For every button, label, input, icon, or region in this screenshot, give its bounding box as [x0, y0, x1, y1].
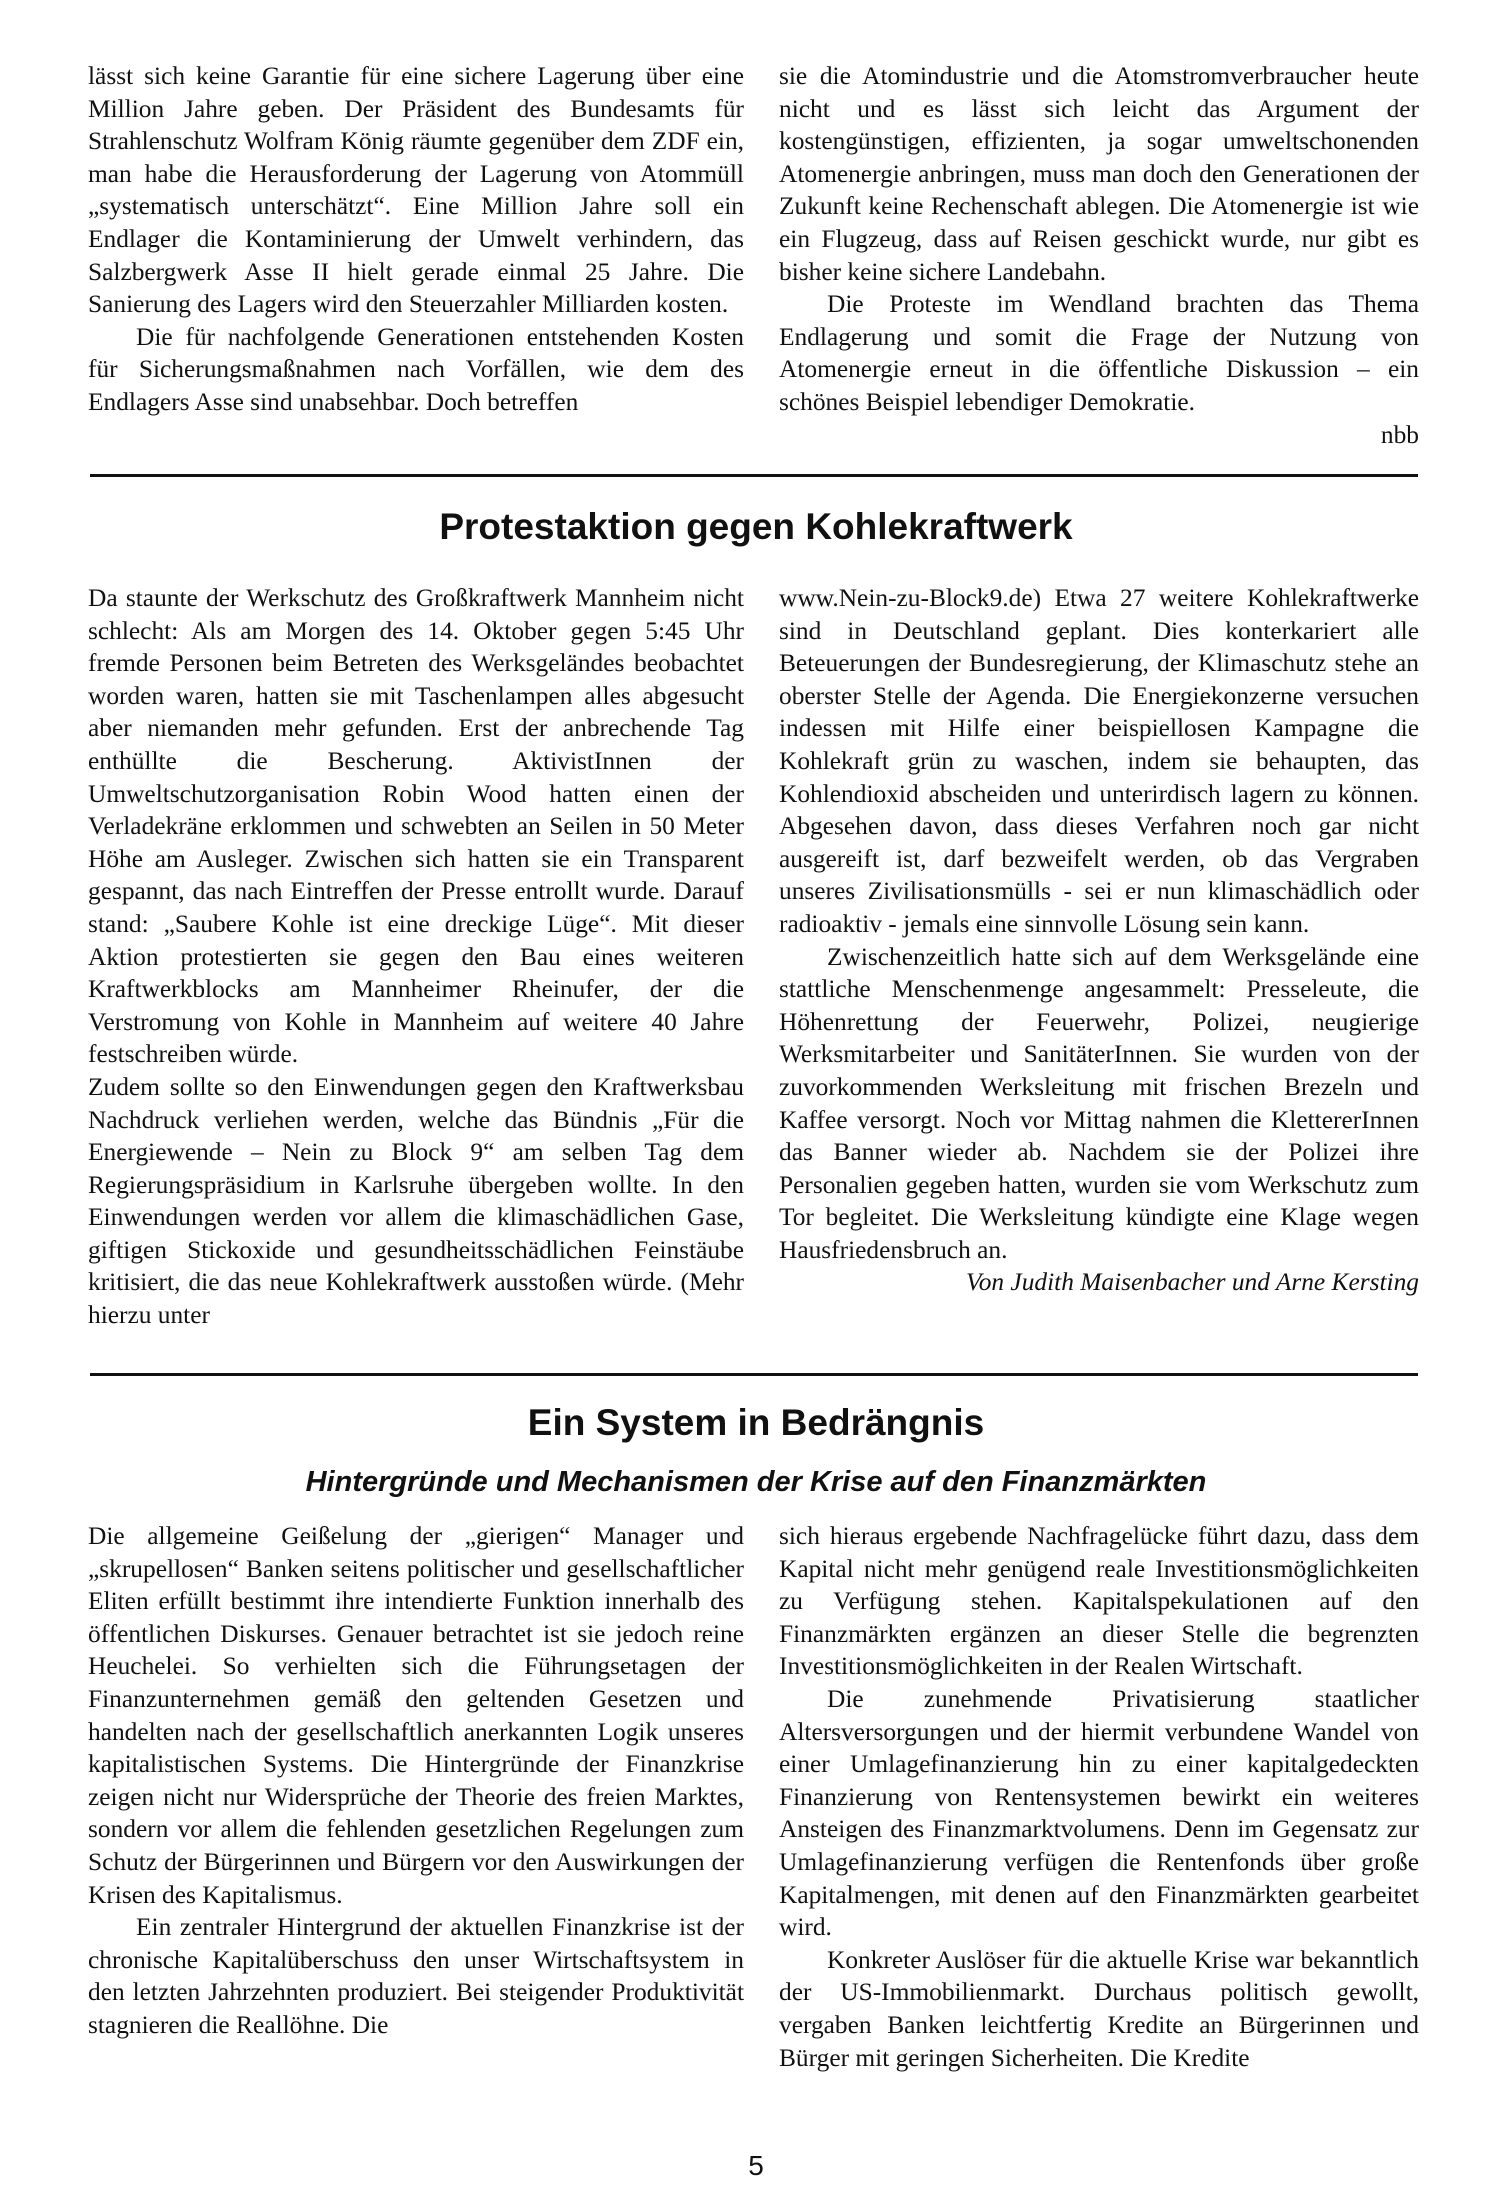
- article1-signature: nbb: [1380, 420, 1419, 449]
- article2-author: Von Judith Maisenbacher und Arne Kersting: [966, 1268, 1419, 1297]
- article3-left-column: [88, 1520, 744, 2042]
- article1-left-paragraph-1: lässt sich keine Garantie für eine sichere Lagerung über eine Million Jahre geben. Der Präsident des Bundesamts für Strahlenschutz Wolfram König räumte gegenüber dem ZDF ein, man habe die Herausforderung der Lagerung von Atommüll „systematisch unterschätzt“. Eine Million Jahre soll ein Endlager die Kontaminierung der Umwelt verhindern, das Salzbergwerk Asse II hielt gerade einmal 25 Jahre. Die Sanierung des Lagers wird den Steuerzahler Milliarden kosten.: [88, 62, 744, 319]
- article2-right-column: [779, 582, 1419, 1299]
- article1-left-paragraph-2: Die für nachfolgende Generationen entstehenden Kosten für Sicherungsmaßnahmen nach Vorfällen, wie dem des Endlagers Asse sind unabsehbar. Doch betreffen: [88, 322, 744, 416]
- article1-right-column: [779, 60, 1419, 451]
- section-divider-2: [90, 1373, 1418, 1376]
- article2-left-paragraph-1: Da staunte der Werkschutz des Großkraftwerk Mannheim nicht schlecht: Als am Morgen des 14. Oktober gegen 5:45 Uhr fremde Personen beim Betreten des Werksgeländes beobachtet worden waren, hatten sie mit Taschenlampen alles abgesucht aber niemanden mehr gefunden. Erst der anbrechende Tag enthüllte die Bescherung. AktivistInnen der Umweltschutzorganisation Robin Wood hatten einen der Verladekräne erklommen und schwebten an Seilen in 50 Meter Höhe am Ausleger. Zwischen sich hatten sie ein Transparent gespannt, das nach Eintreffen der Presse entrollt wurde. Darauf stand: „Saubere Kohle ist eine dreckige Lüge“. Mit dieser Aktion protestierten sie gegen den Bau eines weiteren Kraftwerkblocks am Mannheimer Rheinufer, der die Verstromung von Kohle in Mannheim auf weitere 40 Jahre festschreiben würde.: [88, 584, 744, 1069]
- article3-subtitle: Hintergründe und Mechanismen der Krise auf den Finanzmärkten: [305, 1466, 1207, 1498]
- article3-left-paragraph-1: Die allgemeine Geißelung der „gierigen“ Manager und „skrupellosen“ Banken seitens politischer und gesellschaftlicher Eliten erfüllt bestimmt ihre intendierte Funktion innerhalb des öffentlichen Diskurses. Genauer betrachtet ist sie jedoch reine Heuchelei. So verhielten sich die Führungsetagen der Finanzunternehmen gemäß den geltenden Gesetzen und handelten nach der gesellschaftlich anerkannten Logik unseres kapitalistischen Systems. Die Hintergründe der Finanzkrise zeigen nicht nur Widersprüche der Theorie des freien Marktes, sondern vor allem die fehlenden gesetzlichen Regelungen zum Schutz der Bürgerinnen und Bürgern vor den Auswirkungen der Krisen des Kapitalismus.: [88, 1522, 744, 1909]
- article2-left-column: [88, 582, 744, 1332]
- section-divider-1: [90, 474, 1418, 477]
- article2-right-paragraph-2: Zwischenzeitlich hatte sich auf dem Werksgelände eine stattliche Menschenmenge angesammelt: Presseleute, die Höhenrettung der Feuerwehr, Polizei, neugierige Werksmitarbeiter und SanitäterInnen. Sie wurden von der zuvorkommenden Werksleitung mit frischen Brezeln und Kaffee versorgt. Noch vor Mittag nahmen die KlettererInnen das Banner wieder ab. Nachdem sie der Polizei ihre Personalien gegeben hatten, wurden sie vom Werkschutz zum Tor begleitet. Die Werksleitung kündigte eine Klage wegen Hausfriedensbruch an.: [779, 942, 1419, 1264]
- article3-right-paragraph-1: sich hieraus ergebende Nachfragelücke führt dazu, dass dem Kapital nicht mehr genügend reale Investitionsmöglichkeiten zu Verfügung stehen. Kapitalspekulationen auf den Finanzmärkten ergänzen an dieser Stelle die begrenzten Investitionsmöglichkeiten in der Realen Wirtschaft.: [779, 1522, 1419, 1681]
- article3-right-paragraph-3: Konkreter Auslöser für die aktuelle Krise war bekanntlich der US-Immobilienmarkt. Durchaus politisch gewollt, vergaben Banken leichtfertig Kredite an Bürgerinnen und Bürger mit geringen Sicherheiten. Die Kredite: [779, 1945, 1419, 2072]
- article1-left-column: [88, 60, 744, 419]
- article3-title: Ein System in Bedrängnis: [527, 1402, 985, 1443]
- page-number: 5: [748, 2150, 764, 2181]
- article3-right-column: [779, 1520, 1419, 2074]
- article2-title: Protestaktion gegen Kohlekraftwerk: [439, 506, 1073, 547]
- article1-right-paragraph-1: sie die Atomindustrie und die Atomstromverbraucher heute nicht und es lässt sich leicht das Argument der kostengünstigen, effizienten, ja sogar umweltschonenden Atomenergie anbringen, muss man doch den Generationen der Zukunft keine Rechenschaft ablegen. Die Atomenergie ist wie ein Flugzeug, dass auf Reisen geschickt wurde, nur gibt es bisher keine sichere Landebahn.: [779, 62, 1419, 286]
- article3-left-paragraph-2: Ein zentraler Hintergrund der aktuellen Finanzkrise ist der chronische Kapitalüberschuss den unser Wirtschaftsystem in den letzten Jahrzehnten produziert. Bei steigender Produktivität stagnieren die Reallöhne. Die: [88, 1913, 744, 2039]
- article1-right-paragraph-2: Die Proteste im Wendland brachten das Thema Endlagerung und somit die Frage der Nutzung von Atomenergie erneut in die öffentliche Diskussion – ein schönes Beispiel lebendiger Demokratie.: [779, 290, 1419, 416]
- article2-left-paragraph-2: Zudem sollte so den Einwendungen gegen den Kraftwerksbau Nachdruck verliehen werden, welche das Bündnis „Für die Energiewende – Nein zu Block 9“ am selben Tag dem Regierungspräsidium in Karlsruhe übergeben wollte. In den Einwendungen werden vor allem die klimaschädlichen Gase, giftigen Stickoxide und gesundheitsschädlichen Feinstäube kritisiert, die das neue Kohlekraftwerk ausstoßen würde. (Mehr hierzu unter: [88, 1072, 744, 1330]
- article2-right-paragraph-1: www.Nein-zu-Block9.de) Etwa 27 weitere Kohlekraftwerke sind in Deutschland geplant. Dies konterkariert alle Beteuerungen der Bundesregierung, der Klimaschutz stehe an oberster Stelle der Agenda. Die Energiekonzerne versuchen indessen mit Hilfe einer beispiellosen Kampagne die Kohlekraft grün zu waschen, indem sie behaupten, das Kohlendioxid abscheiden und unterirdisch lagern zu können. Abgesehen davon, dass dieses Verfahren noch gar nicht ausgereift ist, darf bezweifelt werden, ob das Vergraben unseres Zivilisationsmülls - sei er nun klimaschädlich oder radioaktiv - jemals eine sinnvolle Lösung sein kann.: [779, 584, 1419, 938]
- article3-right-paragraph-2: Die zunehmende Privatisierung staatlicher Altersversorgungen und der hiermit verbundene Wandel von einer Umlagefinanzierung hin zu einer kapitalgedeckten Finanzierung von Rentensystemen bewirkt ein weiteres Ansteigen des Finanzmarktvolumens. Denn im Gegensatz zur Umlagefinanzierung verfügen die Rentenfonds über große Kapitalmengen, mit denen auf den Finanzmärkten gearbeitet wird.: [779, 1684, 1419, 1942]
